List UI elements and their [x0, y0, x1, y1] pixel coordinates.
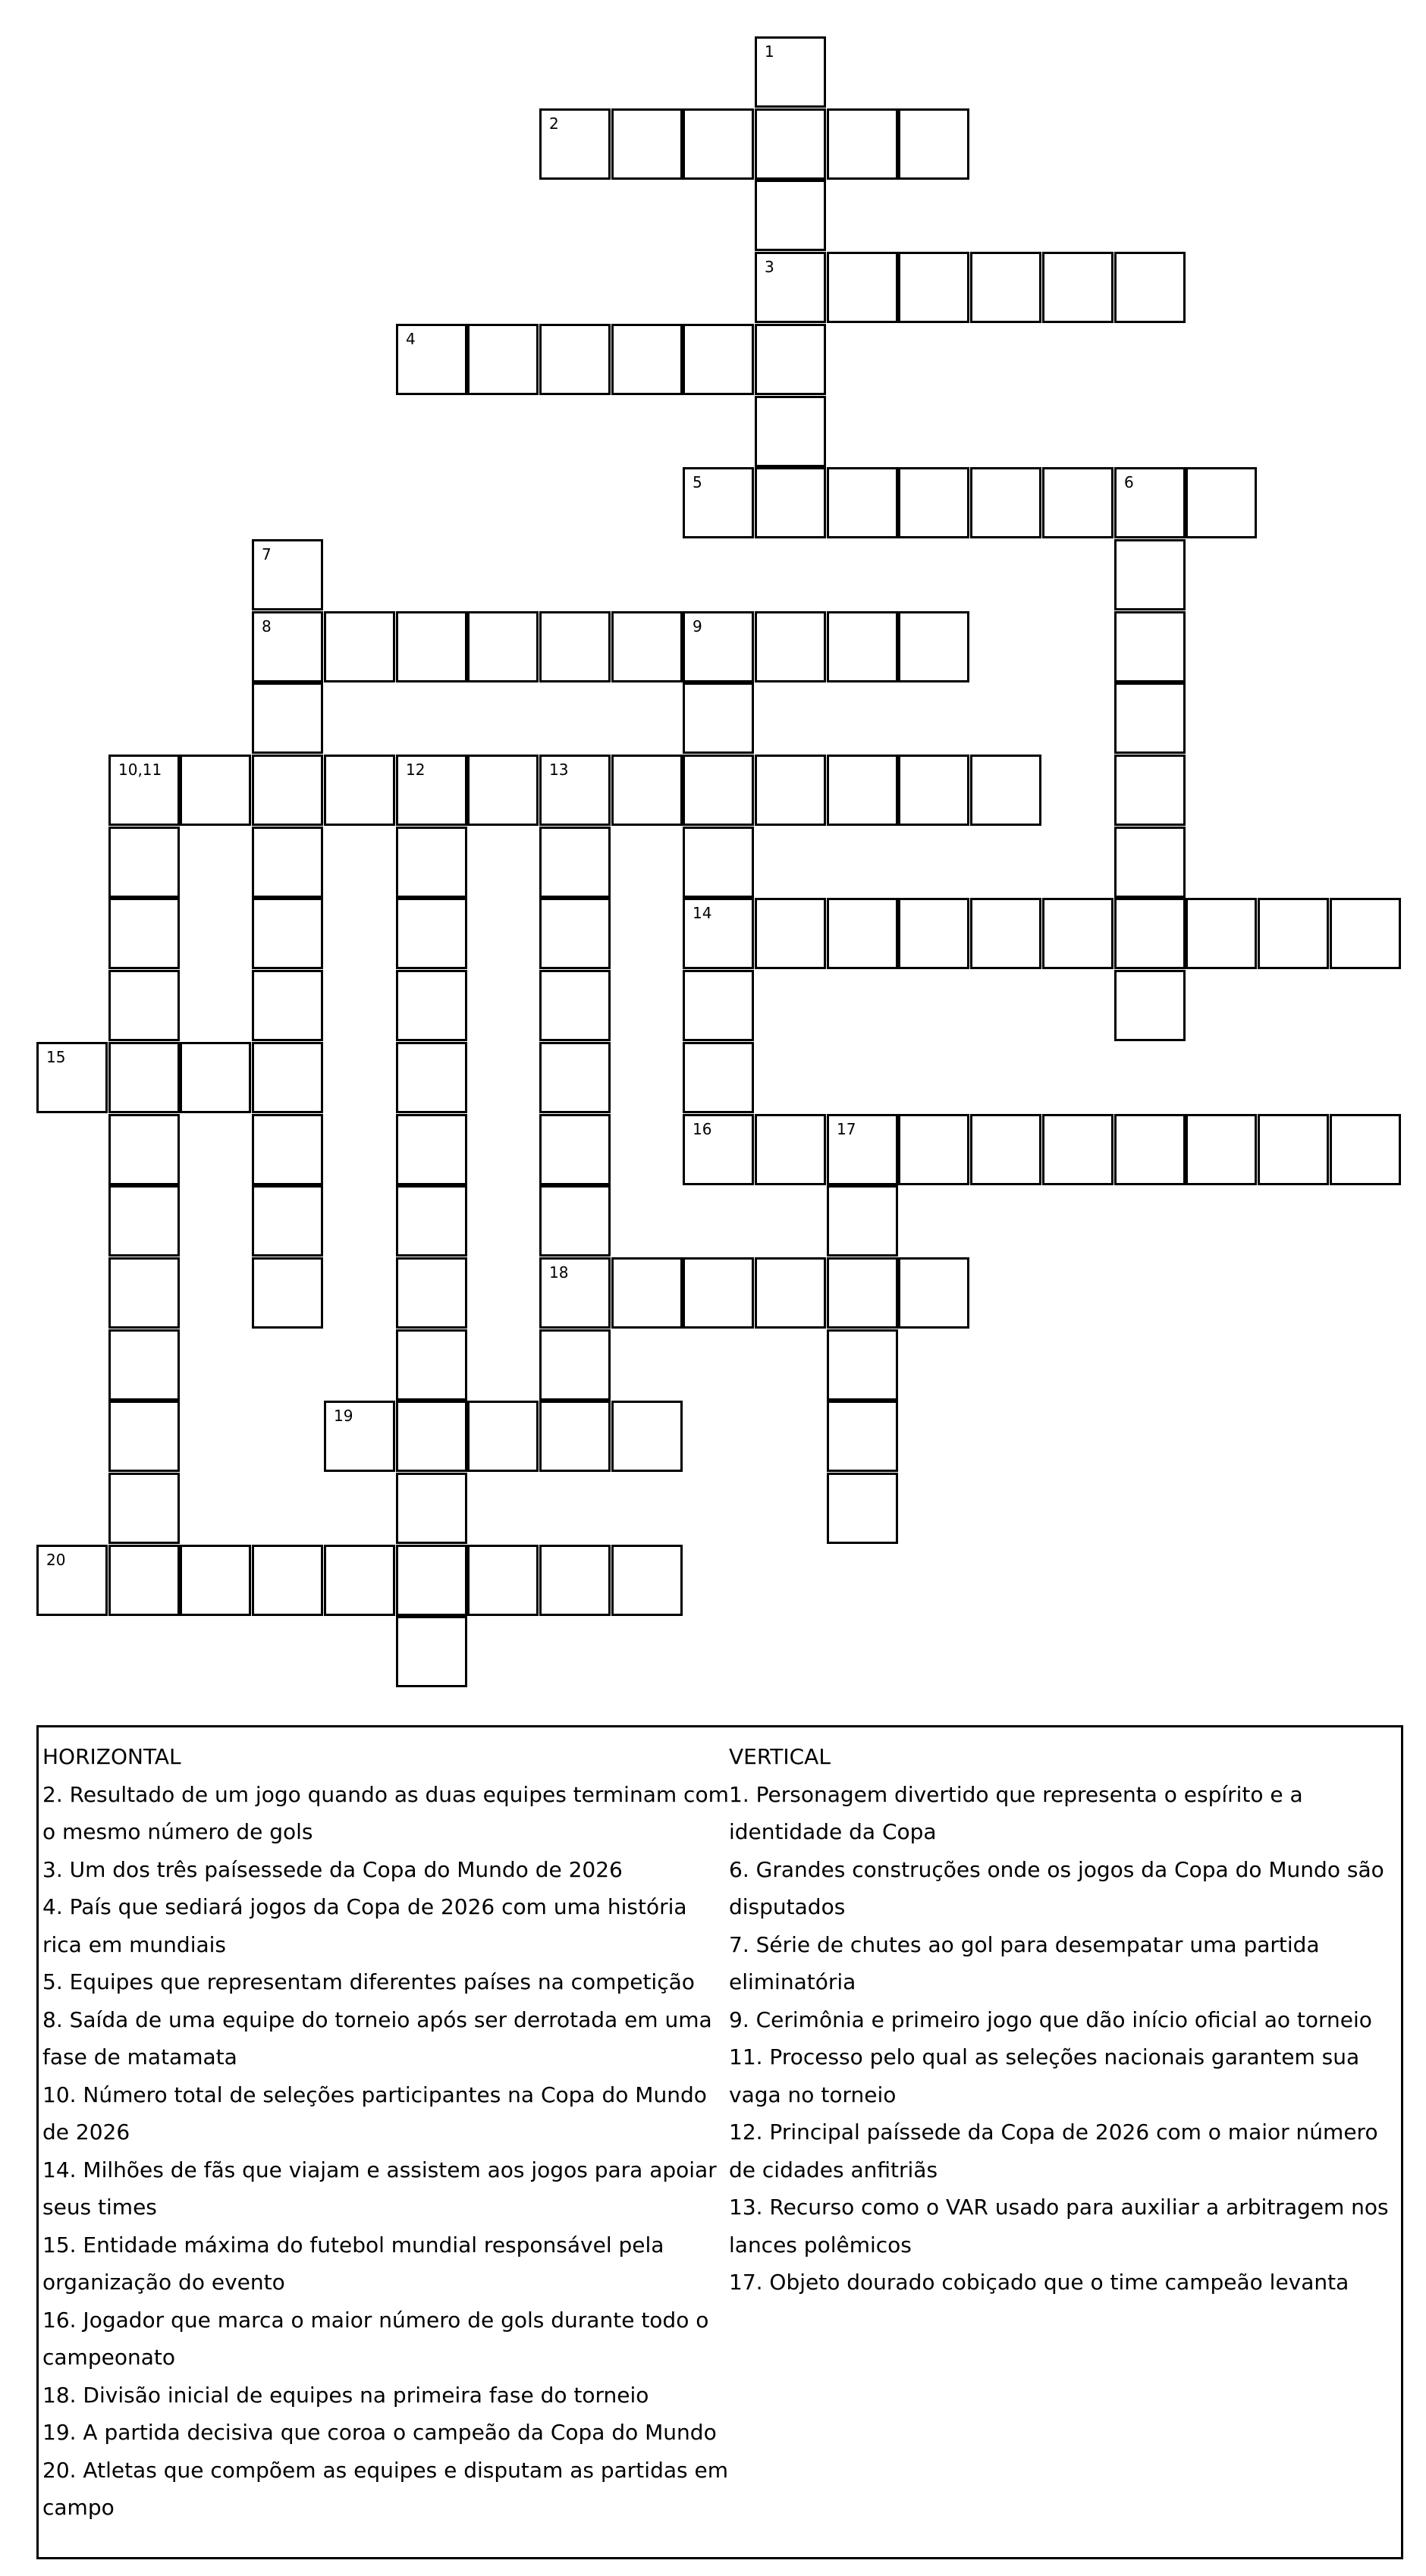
crossword-cell[interactable] — [252, 1042, 323, 1113]
crossword-cell[interactable] — [898, 252, 969, 323]
crossword-cell[interactable] — [970, 898, 1041, 969]
crossword-cell[interactable] — [539, 755, 611, 826]
clue-horizontal-3: 3. Um dos três paísessede da Copa do Mundo de 2026 — [42, 1856, 623, 1882]
crossword-cell[interactable] — [396, 1329, 467, 1401]
clue-horizontal-14: 14. Milhões de fãs que viajam e assistem aos jogos para apoiar seus times — [42, 2157, 717, 2220]
crossword-cell[interactable] — [180, 1042, 251, 1113]
crossword-cell[interactable] — [1114, 611, 1186, 682]
clue-horizontal-4: 4. País que sediará jogos da Copa de 2026 com uma história rica em mundiais — [42, 1894, 687, 1957]
crossword-cell[interactable] — [827, 1257, 898, 1329]
crossword-cell[interactable] — [396, 611, 467, 682]
clues-box — [36, 1725, 1403, 2559]
crossword-cell[interactable] — [467, 1401, 539, 1472]
crossword-cell[interactable] — [827, 611, 898, 682]
clue-number: 17 — [837, 1120, 856, 1138]
crossword-cell[interactable] — [324, 1401, 395, 1472]
clue-number: 6 — [1124, 473, 1134, 491]
clue-number: 15 — [46, 1048, 66, 1066]
crossword-cell[interactable] — [1114, 252, 1186, 323]
crossword-cell[interactable] — [827, 755, 898, 826]
clue-number: 1 — [765, 42, 774, 61]
clue-number: 14 — [693, 904, 712, 922]
clue-horizontal-5: 5. Equipes que representam diferentes países na competição — [42, 1969, 695, 1994]
crossword-cell[interactable] — [324, 611, 395, 682]
crossword-cell[interactable] — [755, 180, 826, 251]
clue-number: 13 — [549, 761, 569, 779]
crossword-cell[interactable] — [252, 970, 323, 1041]
crossword-cell[interactable] — [396, 1473, 467, 1544]
crossword-cell[interactable] — [108, 1545, 180, 1616]
clue-number: 19 — [334, 1407, 353, 1425]
crossword-cell[interactable] — [108, 1114, 180, 1185]
crossword-cell[interactable] — [396, 755, 467, 826]
crossword-cell[interactable] — [108, 1042, 180, 1113]
crossword-cell[interactable] — [1114, 1114, 1186, 1185]
crossword-cell[interactable] — [467, 1545, 539, 1616]
crossword-cell[interactable] — [683, 898, 754, 969]
clue-number: 5 — [693, 473, 702, 491]
crossword-cell[interactable] — [252, 1114, 323, 1185]
crossword-cell[interactable] — [611, 1257, 683, 1329]
crossword-cell[interactable] — [396, 1616, 467, 1687]
crossword-cell[interactable] — [1330, 898, 1401, 969]
crossword-cell[interactable] — [1114, 970, 1186, 1041]
crossword-cell[interactable] — [683, 1114, 754, 1185]
crossword-cell[interactable] — [755, 898, 826, 969]
clue-number: 16 — [693, 1120, 712, 1138]
crossword-cell[interactable] — [539, 1257, 611, 1329]
crossword-cell[interactable] — [827, 1185, 898, 1257]
crossword-cell[interactable] — [755, 252, 826, 323]
crossword-cell[interactable] — [539, 108, 611, 180]
crossword-cell[interactable] — [683, 682, 754, 754]
crossword-cell[interactable] — [611, 108, 683, 180]
crossword-cell[interactable] — [252, 611, 323, 682]
crossword-cell[interactable] — [683, 1042, 754, 1113]
crossword-cell[interactable] — [252, 539, 323, 610]
vertical-clues — [729, 1738, 1400, 2301]
crossword-cell[interactable] — [1186, 1114, 1257, 1185]
horizontal-heading: HORIZONTAL — [42, 1744, 181, 1769]
crossword-cell[interactable] — [683, 324, 754, 395]
crossword-cell[interactable] — [827, 898, 898, 969]
clue-horizontal-19: 19. A partida decisiva que coroa o campeão da Copa do Mundo — [42, 2420, 717, 2445]
crossword-cell[interactable] — [755, 755, 826, 826]
crossword-cell[interactable] — [611, 755, 683, 826]
crossword-cell[interactable] — [180, 1545, 251, 1616]
crossword-cell[interactable] — [539, 1545, 611, 1616]
crossword-cell[interactable] — [683, 970, 754, 1041]
crossword-cell[interactable] — [1258, 898, 1329, 969]
crossword-cell[interactable] — [755, 1257, 826, 1329]
crossword-cell[interactable] — [898, 1257, 969, 1329]
crossword-cell[interactable] — [36, 1042, 108, 1113]
crossword-cell[interactable] — [827, 467, 898, 538]
crossword-cell[interactable] — [898, 467, 969, 538]
crossword-cell[interactable] — [108, 1473, 180, 1544]
crossword-cell[interactable] — [252, 755, 323, 826]
crossword-cell[interactable] — [683, 108, 754, 180]
crossword-cell[interactable] — [755, 1114, 826, 1185]
crossword-cell[interactable] — [683, 611, 754, 682]
crossword-cell[interactable] — [970, 252, 1041, 323]
crossword-cell[interactable] — [539, 1042, 611, 1113]
crossword-cell[interactable] — [396, 1257, 467, 1329]
crossword-cell[interactable] — [827, 1401, 898, 1472]
crossword-cell[interactable] — [898, 755, 969, 826]
clue-number: 12 — [406, 761, 426, 779]
clue-number: 8 — [262, 617, 272, 635]
clue-number: 4 — [406, 330, 416, 348]
crossword-cell[interactable] — [539, 1329, 611, 1401]
crossword-cell[interactable] — [1114, 682, 1186, 754]
crossword-cell[interactable] — [252, 1257, 323, 1329]
crossword-cell[interactable] — [539, 827, 611, 898]
clue-number: 3 — [765, 258, 774, 276]
crossword-cell[interactable] — [827, 252, 898, 323]
crossword-cell[interactable] — [1258, 1114, 1329, 1185]
crossword-cell[interactable] — [1114, 539, 1186, 610]
horizontal-clues — [42, 1738, 729, 2527]
crossword-cell[interactable] — [396, 1401, 467, 1472]
crossword-cell[interactable] — [970, 755, 1041, 826]
crossword-cell[interactable] — [180, 755, 251, 826]
crossword-cell[interactable] — [827, 108, 898, 180]
crossword-cell[interactable] — [539, 1114, 611, 1185]
crossword-cell[interactable] — [683, 467, 754, 538]
crossword-cell[interactable] — [898, 1114, 969, 1185]
clue-number: 7 — [262, 545, 272, 563]
crossword-cell[interactable] — [611, 324, 683, 395]
crossword-cell[interactable] — [539, 970, 611, 1041]
crossword-cell[interactable] — [898, 611, 969, 682]
crossword-cell[interactable] — [1186, 898, 1257, 969]
clue-vertical-6: 6. Grandes construções onde os jogos da Copa do Mundo são disputados — [729, 1856, 1384, 1919]
clue-vertical-17: 17. Objeto dourado cobiçado que o time campeão levanta — [729, 2270, 1349, 2295]
crossword-cell[interactable] — [396, 827, 467, 898]
crossword-cell[interactable] — [252, 682, 323, 754]
crossword-cell[interactable] — [539, 898, 611, 969]
crossword-cell[interactable] — [396, 898, 467, 969]
crossword-cell[interactable] — [396, 1185, 467, 1257]
clue-number: 10,11 — [118, 761, 162, 779]
crossword-cell[interactable] — [1114, 827, 1186, 898]
crossword-cell[interactable] — [539, 1185, 611, 1257]
clue-vertical-7: 7. Série de chutes ao gol para desempatar uma partida eliminatória — [729, 1931, 1320, 1994]
crossword-cell[interactable] — [1114, 898, 1186, 969]
crossword-cell[interactable] — [108, 755, 180, 826]
crossword-cell[interactable] — [1042, 1114, 1113, 1185]
crossword-cell[interactable] — [898, 898, 969, 969]
crossword-cell[interactable] — [396, 324, 467, 395]
crossword-cell[interactable] — [970, 1114, 1041, 1185]
crossword-cell[interactable] — [827, 1329, 898, 1401]
crossword-cell[interactable] — [108, 1401, 180, 1472]
clue-horizontal-10: 10. Número total de seleções participantes na Copa do Mundo de 2026 — [42, 2082, 707, 2145]
crossword-cell[interactable] — [1042, 467, 1113, 538]
crossword-cell[interactable] — [324, 755, 395, 826]
crossword-cell[interactable] — [611, 611, 683, 682]
clue-number: 18 — [549, 1263, 569, 1282]
crossword-cell[interactable] — [108, 827, 180, 898]
crossword-cell[interactable] — [467, 324, 539, 395]
crossword-cell[interactable] — [683, 1257, 754, 1329]
clue-horizontal-16: 16. Jogador que marca o maior número de gols durante todo o campeonato — [42, 2307, 709, 2370]
crossword-cell[interactable] — [252, 898, 323, 969]
clue-number: 9 — [693, 617, 702, 635]
crossword-cell[interactable] — [755, 108, 826, 180]
crossword-cell[interactable] — [108, 898, 180, 969]
crossword-cell[interactable] — [755, 467, 826, 538]
crossword-cell[interactable] — [611, 1401, 683, 1472]
crossword-cell[interactable] — [396, 1042, 467, 1113]
clue-number: 2 — [549, 115, 559, 133]
crossword-cell[interactable] — [827, 1473, 898, 1544]
clue-vertical-12: 12. Principal paíssede da Copa de 2026 com o maior número de cidades anfitriãs — [729, 2119, 1378, 2182]
crossword-cell[interactable] — [611, 1545, 683, 1616]
crossword-cell[interactable] — [539, 324, 611, 395]
crossword-cell[interactable] — [396, 1114, 467, 1185]
crossword-cell[interactable] — [467, 611, 539, 682]
crossword-cell[interactable] — [755, 611, 826, 682]
clue-vertical-11: 11. Processo pelo qual as seleções nacionais garantem sua vaga no torneio — [729, 2044, 1360, 2107]
clue-vertical-1: 1. Personagem divertido que representa o espírito e a identidade da Copa — [729, 1781, 1303, 1844]
crossword-cell[interactable] — [108, 1257, 180, 1329]
crossword-cell[interactable] — [252, 827, 323, 898]
crossword-cell[interactable] — [1114, 755, 1186, 826]
clue-horizontal-2: 2. Resultado de um jogo quando as duas equipes terminam com o mesmo número de gols — [42, 1781, 729, 1844]
crossword-cell[interactable] — [755, 36, 826, 108]
crossword-cell[interactable] — [1042, 898, 1113, 969]
crossword-cell[interactable] — [827, 1114, 898, 1185]
crossword-cell[interactable] — [108, 970, 180, 1041]
crossword-cell[interactable] — [108, 1329, 180, 1401]
clue-vertical-9: 9. Cerimônia e primeiro jogo que dão início oficial ao torneio — [729, 2007, 1372, 2032]
clue-number: 20 — [46, 1551, 66, 1569]
crossword-cell[interactable] — [1042, 252, 1113, 323]
crossword-cell[interactable] — [1330, 1114, 1401, 1185]
crossword-cell[interactable] — [36, 1545, 108, 1616]
crossword-cell[interactable] — [1186, 467, 1257, 538]
crossword-cell[interactable] — [755, 396, 826, 467]
crossword-cell[interactable] — [755, 324, 826, 395]
clue-horizontal-20: 20. Atletas que compõem as equipes e disputam as partidas em campo — [42, 2457, 728, 2520]
crossword-cell[interactable] — [683, 827, 754, 898]
clue-horizontal-18: 18. Divisão inicial de equipes na primeira fase do torneio — [42, 2382, 649, 2408]
clue-horizontal-8: 8. Saída de uma equipe do torneio após ser derrotada em uma fase de matamata — [42, 2007, 712, 2069]
crossword-cell[interactable] — [396, 1545, 467, 1616]
crossword-cell[interactable] — [467, 755, 539, 826]
crossword-cell[interactable] — [396, 970, 467, 1041]
crossword-cell[interactable] — [970, 467, 1041, 538]
crossword-cell[interactable] — [1114, 467, 1186, 538]
crossword-cell[interactable] — [252, 1545, 323, 1616]
clue-horizontal-15: 15. Entidade máxima do futebol mundial responsável pela organização do evento — [42, 2232, 664, 2295]
crossword-cell[interactable] — [683, 755, 754, 826]
crossword-cell[interactable] — [539, 611, 611, 682]
crossword-cell[interactable] — [108, 1185, 180, 1257]
crossword-cell[interactable] — [324, 1545, 395, 1616]
crossword-cell[interactable] — [539, 1401, 611, 1472]
crossword-cell[interactable] — [252, 1185, 323, 1257]
clue-vertical-13: 13. Recurso como o VAR usado para auxiliar a arbitragem nos lances polêmicos — [729, 2195, 1389, 2258]
crossword-cell[interactable] — [898, 108, 969, 180]
vertical-heading: VERTICAL — [729, 1744, 831, 1769]
